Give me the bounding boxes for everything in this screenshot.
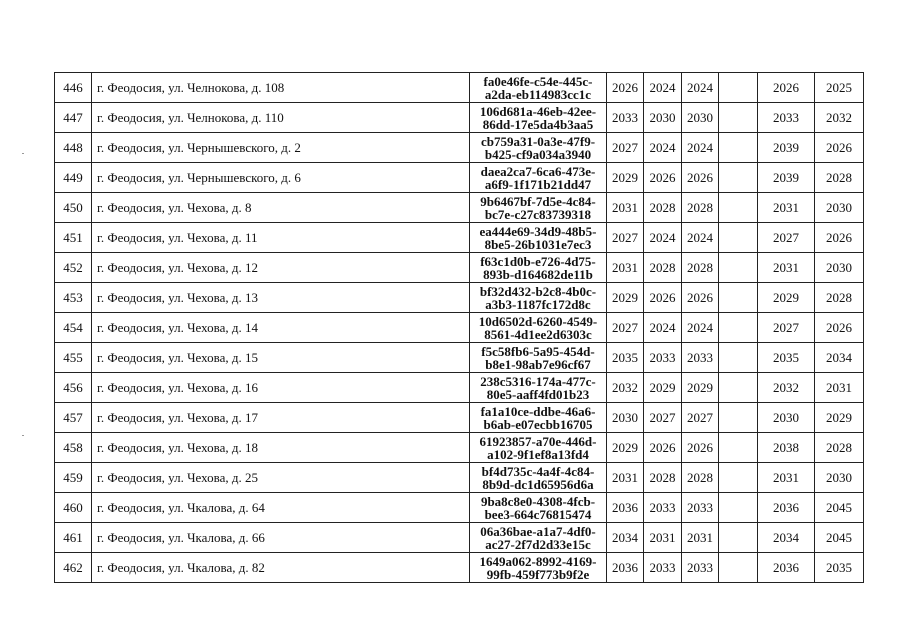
year-cell-6: 2032 <box>815 103 864 133</box>
year-cell-2: 2027 <box>644 403 682 433</box>
row-number: 447 <box>55 103 92 133</box>
row-number: 452 <box>55 253 92 283</box>
guid-line-1: fa1a10ce-ddbe-46a6- <box>480 403 596 419</box>
table-row <box>55 193 864 223</box>
year-cell-6: 2026 <box>815 223 864 253</box>
guid-line-1: 106d681a-46eb-42ee- <box>479 103 597 119</box>
guid-cell <box>470 103 607 133</box>
year-cell-6: 2030 <box>815 193 864 223</box>
guid-line-2: 893b-d164682de11b <box>483 266 593 282</box>
address-cell: г. Феодосия, ул. Чехова, д. 14 <box>92 313 470 343</box>
year-cell-5: 2030 <box>758 403 815 433</box>
table-row <box>55 103 864 133</box>
year-cell-6: 2030 <box>815 463 864 493</box>
year-cell-2: 2024 <box>644 223 682 253</box>
year-cell-5: 2033 <box>758 103 815 133</box>
address-cell: г. Феодосия, ул. Чехова, д. 8 <box>92 193 470 223</box>
year-cell-3: 2033 <box>682 343 719 373</box>
guid-line-1: 10d6502d-6260-4549- <box>478 313 598 329</box>
year-cell-4 <box>719 553 758 583</box>
year-cell-1: 2029 <box>607 433 644 463</box>
row-number: 451 <box>55 223 92 253</box>
row-number: 453 <box>55 283 92 313</box>
guid-cell <box>470 373 607 403</box>
year-cell-2: 2033 <box>644 493 682 523</box>
year-cell-4 <box>719 73 758 103</box>
year-cell-5: 2026 <box>758 73 815 103</box>
year-cell-3: 2024 <box>682 133 719 163</box>
guid-line-1: bf32d432-b2c8-4b0c- <box>479 283 597 299</box>
guid-cell <box>470 403 607 433</box>
row-number: 457 <box>55 403 92 433</box>
scan-speck <box>22 435 24 436</box>
year-cell-3: 2028 <box>682 193 719 223</box>
address-cell: г. Феодосия, ул. Чехова, д. 25 <box>92 463 470 493</box>
guid-line-2: 8be5-26b1031e7ec3 <box>484 236 592 252</box>
address-cell: г. Феодосия, ул. Чкалова, д. 82 <box>92 553 470 583</box>
guid-line-2: 86dd-17e5da4b3aa5 <box>482 116 594 132</box>
guid-line-1: fa0e46fe-c54e-445c- <box>483 73 593 89</box>
guid-line-1: f5c58fb6-5a95-454d- <box>481 343 595 359</box>
year-cell-2: 2024 <box>644 73 682 103</box>
guid-cell <box>470 73 607 103</box>
year-cell-5: 2031 <box>758 463 815 493</box>
table-row <box>55 433 864 463</box>
year-cell-1: 2027 <box>607 133 644 163</box>
address-cell: г. Феодосия, ул. Челнокова, д. 108 <box>92 73 470 103</box>
year-cell-1: 2036 <box>607 553 644 583</box>
guid-cell <box>470 253 607 283</box>
guid-cell <box>470 493 607 523</box>
guid-line-1: 238c5316-174a-477c- <box>480 373 596 389</box>
year-cell-1: 2034 <box>607 523 644 553</box>
year-cell-2: 2026 <box>644 283 682 313</box>
row-number: 446 <box>55 73 92 103</box>
table-row <box>55 223 864 253</box>
guid-line-2: bee3-664c76815474 <box>484 506 592 522</box>
year-cell-4 <box>719 283 758 313</box>
year-cell-2: 2028 <box>644 463 682 493</box>
table-row <box>55 373 864 403</box>
year-cell-5: 2027 <box>758 223 815 253</box>
guid-line-1: 61923857-a70e-446d- <box>479 433 597 449</box>
guid-line-1: 06a36bae-a1a7-4df0- <box>480 523 596 539</box>
guid-cell <box>470 343 607 373</box>
row-number: 448 <box>55 133 92 163</box>
year-cell-3: 2024 <box>682 223 719 253</box>
year-cell-2: 2031 <box>644 523 682 553</box>
row-number: 459 <box>55 463 92 493</box>
year-cell-1: 2031 <box>607 463 644 493</box>
year-cell-3: 2024 <box>682 73 719 103</box>
year-cell-6: 2029 <box>815 403 864 433</box>
address-cell: г. Феодосия, ул. Чернышевского, д. 2 <box>92 133 470 163</box>
guid-line-2: 80e5-aaff4fd01b23 <box>486 386 590 402</box>
year-cell-5: 2032 <box>758 373 815 403</box>
guid-line-2: 8b9d-dc1d65956d6a <box>482 476 594 492</box>
year-cell-6: 2030 <box>815 253 864 283</box>
year-cell-5: 2031 <box>758 253 815 283</box>
year-cell-3: 2026 <box>682 283 719 313</box>
year-cell-6: 2026 <box>815 133 864 163</box>
table-row <box>55 163 864 193</box>
guid-line-1: ea444e69-34d9-48b5- <box>479 223 597 239</box>
guid-line-1: daea2ca7-6ca6-473e- <box>480 163 596 179</box>
year-cell-4 <box>719 253 758 283</box>
guid-line-2: ac27-2f7d2d33e15c <box>485 536 591 552</box>
year-cell-6: 2028 <box>815 163 864 193</box>
year-cell-5: 2029 <box>758 283 815 313</box>
table-row <box>55 73 864 103</box>
year-cell-2: 2024 <box>644 133 682 163</box>
table-row <box>55 133 864 163</box>
guid-line-1: 9ba8c8e0-4308-4fcb- <box>480 493 596 509</box>
year-cell-5: 2035 <box>758 343 815 373</box>
year-cell-4 <box>719 313 758 343</box>
year-cell-3: 2024 <box>682 313 719 343</box>
guid-cell <box>470 523 607 553</box>
row-number: 449 <box>55 163 92 193</box>
table-row <box>55 523 864 553</box>
year-cell-5: 2031 <box>758 193 815 223</box>
year-cell-3: 2029 <box>682 373 719 403</box>
year-cell-4 <box>719 373 758 403</box>
table-row <box>55 553 864 583</box>
year-cell-4 <box>719 403 758 433</box>
year-cell-6: 2031 <box>815 373 864 403</box>
guid-cell <box>470 283 607 313</box>
year-cell-1: 2031 <box>607 193 644 223</box>
year-cell-1: 2026 <box>607 73 644 103</box>
year-cell-3: 2027 <box>682 403 719 433</box>
year-cell-6: 2034 <box>815 343 864 373</box>
row-number: 462 <box>55 553 92 583</box>
housing-registry-table <box>54 72 864 583</box>
year-cell-4 <box>719 493 758 523</box>
year-cell-1: 2027 <box>607 223 644 253</box>
year-cell-1: 2035 <box>607 343 644 373</box>
table-row <box>55 343 864 373</box>
year-cell-3: 2033 <box>682 493 719 523</box>
year-cell-1: 2029 <box>607 163 644 193</box>
guid-line-2: 99fb-459f773b9f2e <box>486 566 590 582</box>
year-cell-2: 2030 <box>644 103 682 133</box>
year-cell-6: 2025 <box>815 73 864 103</box>
year-cell-4 <box>719 133 758 163</box>
year-cell-5: 2039 <box>758 133 815 163</box>
year-cell-4 <box>719 343 758 373</box>
year-cell-3: 2028 <box>682 253 719 283</box>
year-cell-3: 2026 <box>682 163 719 193</box>
table-row <box>55 253 864 283</box>
guid-cell <box>470 223 607 253</box>
year-cell-3: 2028 <box>682 463 719 493</box>
year-cell-6: 2028 <box>815 433 864 463</box>
address-cell: г. Феодосия, ул. Чехова, д. 16 <box>92 373 470 403</box>
guid-line-2: a6f9-1f171b21dd47 <box>484 176 592 192</box>
year-cell-1: 2032 <box>607 373 644 403</box>
address-cell: г. Феодосия, ул. Чкалова, д. 66 <box>92 523 470 553</box>
year-cell-4 <box>719 223 758 253</box>
year-cell-4 <box>719 103 758 133</box>
guid-line-2: bc7e-c27c83739318 <box>484 206 592 222</box>
guid-cell <box>470 433 607 463</box>
guid-cell <box>470 163 607 193</box>
address-cell: г. Феодосия, ул. Чернышевского, д. 6 <box>92 163 470 193</box>
year-cell-4 <box>719 163 758 193</box>
guid-line-2: b425-cf9a034a3940 <box>484 146 592 162</box>
table-row <box>55 313 864 343</box>
row-number: 458 <box>55 433 92 463</box>
year-cell-4 <box>719 463 758 493</box>
table-row <box>55 283 864 313</box>
year-cell-4 <box>719 523 758 553</box>
year-cell-2: 2028 <box>644 193 682 223</box>
year-cell-4 <box>719 433 758 463</box>
guid-line-2: b6ab-e07ecbb16705 <box>483 416 593 432</box>
guid-line-2: b8e1-98ab7e96cf67 <box>485 356 591 372</box>
year-cell-3: 2030 <box>682 103 719 133</box>
guid-cell <box>470 463 607 493</box>
address-cell: г. Феодосия, ул. Челнокова, д. 110 <box>92 103 470 133</box>
table-row <box>55 463 864 493</box>
year-cell-5: 2039 <box>758 163 815 193</box>
row-number: 455 <box>55 343 92 373</box>
guid-cell <box>470 313 607 343</box>
year-cell-2: 2026 <box>644 433 682 463</box>
year-cell-6: 2035 <box>815 553 864 583</box>
year-cell-3: 2026 <box>682 433 719 463</box>
guid-line-2: a102-9f1ef8a13fd4 <box>487 446 589 462</box>
year-cell-3: 2031 <box>682 523 719 553</box>
year-cell-6: 2028 <box>815 283 864 313</box>
year-cell-2: 2033 <box>644 343 682 373</box>
row-number: 450 <box>55 193 92 223</box>
guid-line-2: 8561-4d1ee2d6303c <box>484 326 592 342</box>
row-number: 461 <box>55 523 92 553</box>
row-number: 454 <box>55 313 92 343</box>
guid-cell <box>470 553 607 583</box>
table-row <box>55 403 864 433</box>
address-cell: г. Феодосия, ул. Чехова, д. 17 <box>92 403 470 433</box>
year-cell-4 <box>719 193 758 223</box>
address-cell: г. Феодосия, ул. Чехова, д. 13 <box>92 283 470 313</box>
address-cell: г. Феодосия, ул. Чкалова, д. 64 <box>92 493 470 523</box>
guid-line-2: a2da-eb114983cc1c <box>484 86 592 102</box>
year-cell-3: 2033 <box>682 553 719 583</box>
year-cell-2: 2033 <box>644 553 682 583</box>
year-cell-6: 2045 <box>815 523 864 553</box>
row-number: 456 <box>55 373 92 403</box>
row-number: 460 <box>55 493 92 523</box>
year-cell-5: 2036 <box>758 493 815 523</box>
year-cell-6: 2045 <box>815 493 864 523</box>
address-cell: г. Феодосия, ул. Чехова, д. 12 <box>92 253 470 283</box>
table-row <box>55 493 864 523</box>
year-cell-5: 2038 <box>758 433 815 463</box>
guid-line-1: 9b6467bf-7d5e-4c84- <box>480 193 596 209</box>
address-cell: г. Феодосия, ул. Чехова, д. 11 <box>92 223 470 253</box>
guid-line-1: 1649a062-8992-4169- <box>479 553 597 569</box>
address-cell: г. Феодосия, ул. Чехова, д. 15 <box>92 343 470 373</box>
year-cell-5: 2027 <box>758 313 815 343</box>
guid-line-2: a3b3-1187fc172d8c <box>485 296 591 312</box>
year-cell-2: 2029 <box>644 373 682 403</box>
year-cell-6: 2026 <box>815 313 864 343</box>
year-cell-5: 2036 <box>758 553 815 583</box>
year-cell-5: 2034 <box>758 523 815 553</box>
guid-line-1: bf4d735c-4a4f-4c84- <box>481 463 595 479</box>
year-cell-1: 2036 <box>607 493 644 523</box>
year-cell-1: 2029 <box>607 283 644 313</box>
year-cell-1: 2030 <box>607 403 644 433</box>
guid-cell <box>470 133 607 163</box>
year-cell-2: 2026 <box>644 163 682 193</box>
year-cell-1: 2027 <box>607 313 644 343</box>
guid-line-1: f63c1d0b-e726-4d75- <box>480 253 596 269</box>
year-cell-1: 2033 <box>607 103 644 133</box>
table-body <box>55 73 864 583</box>
year-cell-2: 2024 <box>644 313 682 343</box>
scan-speck <box>22 153 24 154</box>
guid-line-1: cb759a31-0a3e-47f9- <box>480 133 596 149</box>
year-cell-2: 2028 <box>644 253 682 283</box>
address-cell: г. Феодосия, ул. Чехова, д. 18 <box>92 433 470 463</box>
year-cell-1: 2031 <box>607 253 644 283</box>
guid-cell <box>470 193 607 223</box>
